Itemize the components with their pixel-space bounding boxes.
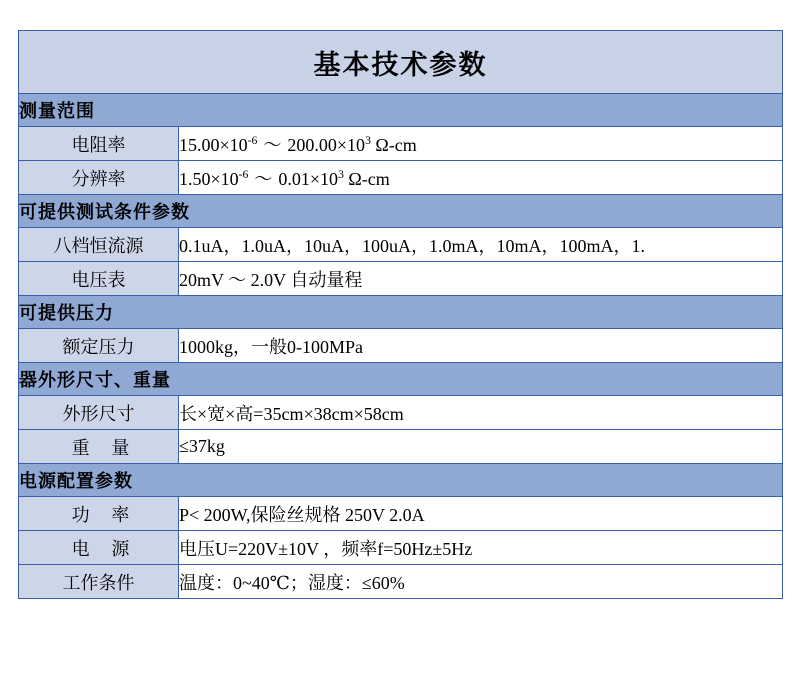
table-row bbox=[19, 262, 783, 296]
section-header-measurement-range: 测量范围 bbox=[19, 94, 783, 127]
section-header-row bbox=[19, 296, 783, 329]
row-label-voltmeter: 电压表 bbox=[19, 262, 179, 296]
section-header-dimensions-weight: 器外形尺寸、重量 bbox=[19, 363, 783, 396]
section-header-row bbox=[19, 94, 783, 127]
table-row bbox=[19, 531, 783, 565]
row-label-current-source: 八档恒流源 bbox=[19, 228, 179, 262]
table-row bbox=[19, 329, 783, 363]
row-label-dimensions: 外形尺寸 bbox=[19, 396, 179, 430]
row-label-working-conditions: 工作条件 bbox=[19, 565, 179, 599]
resistivity-base2: 200.00×10 bbox=[287, 134, 366, 155]
section-header-pressure: 可提供压力 bbox=[19, 296, 783, 329]
row-label-power-supply: 电 源 bbox=[19, 531, 179, 565]
section-header-power-config: 电源配置参数 bbox=[19, 464, 783, 497]
row-value-resistivity bbox=[179, 127, 783, 161]
resolution-exp2: 3 bbox=[338, 167, 344, 181]
row-value-power-supply: 电压U=220V±10V ，频率f=50Hz±5Hz bbox=[179, 531, 783, 565]
row-value-power: P< 200W,保险丝规格 250V 2.0A bbox=[179, 497, 783, 531]
section-header-test-conditions: 可提供测试条件参数 bbox=[19, 195, 783, 228]
resistivity-exp1: -6 bbox=[247, 133, 258, 147]
table-row bbox=[19, 228, 783, 262]
table-row bbox=[19, 430, 783, 464]
section-header-row bbox=[19, 363, 783, 396]
row-label-weight: 重 量 bbox=[19, 430, 179, 464]
table-row bbox=[19, 161, 783, 195]
resistivity-sep: ～ bbox=[263, 134, 282, 155]
resistivity-base1: 15.00×10 bbox=[179, 134, 248, 155]
section-header-row bbox=[19, 195, 783, 228]
row-label-resolution: 分辨率 bbox=[19, 161, 179, 195]
resolution-unit: Ω-cm bbox=[348, 168, 390, 189]
section-header-row bbox=[19, 464, 783, 497]
row-value-resolution bbox=[179, 161, 783, 195]
resistivity-exp2: 3 bbox=[365, 133, 371, 147]
row-value-working-conditions: 温度：0~40℃；湿度：≤60% bbox=[179, 565, 783, 599]
row-value-current-source: 0.1uA，1.0uA，10uA，100uA，1.0mA，10mA，100mA，1. bbox=[179, 228, 783, 262]
resolution-exp1: -6 bbox=[238, 167, 249, 181]
row-label-resistivity: 电阻率 bbox=[19, 127, 179, 161]
row-value-dimensions: 长×宽×高=35cm×38cm×58cm bbox=[179, 396, 783, 430]
table-row bbox=[19, 396, 783, 430]
resistivity-unit: Ω-cm bbox=[375, 134, 417, 155]
row-label-rated-pressure: 额定压力 bbox=[19, 329, 179, 363]
resolution-sep: ～ bbox=[254, 168, 273, 189]
table-title-row bbox=[19, 31, 783, 94]
page-title: 基本技术参数 bbox=[19, 31, 783, 94]
row-value-rated-pressure: 1000kg，一般0-100MPa bbox=[179, 329, 783, 363]
row-value-weight: ≤37kg bbox=[179, 430, 783, 464]
row-label-power: 功 率 bbox=[19, 497, 179, 531]
table-row bbox=[19, 127, 783, 161]
resolution-base1: 1.50×10 bbox=[179, 168, 239, 189]
table-row bbox=[19, 497, 783, 531]
resolution-base2: 0.01×10 bbox=[278, 168, 339, 189]
table-row bbox=[19, 565, 783, 599]
technical-parameters-table bbox=[18, 30, 783, 599]
row-value-voltmeter: 20mV ～ 2.0V 自动量程 bbox=[179, 262, 783, 296]
